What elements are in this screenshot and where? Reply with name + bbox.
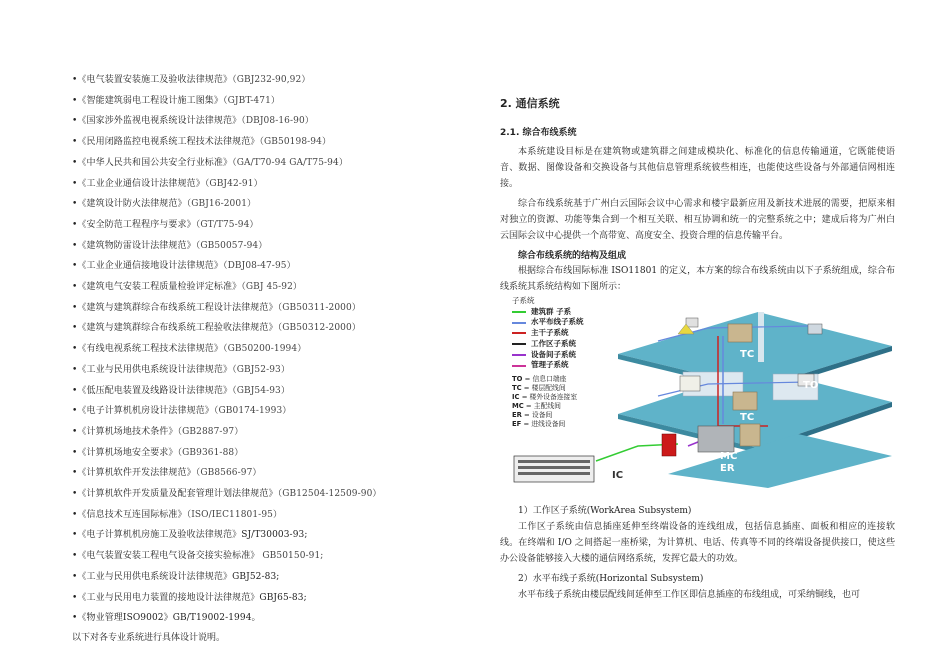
legend-item xyxy=(512,350,584,361)
standard-code: （GB2887-97） xyxy=(177,426,244,437)
standard-code: （GBJ42-91） xyxy=(204,178,263,189)
standard-item xyxy=(72,132,452,153)
standard-code: （GB12504-12509-90） xyxy=(277,489,382,500)
standard-item xyxy=(72,484,452,505)
standard-name: •《智能建筑弱电工程设计施工图集》 xyxy=(72,95,224,106)
legend-rows xyxy=(512,307,584,371)
standard-name: •《国家涉外监视电视系统设计法律规范》 xyxy=(72,116,242,127)
standard-item xyxy=(72,422,452,443)
abbreviation-key: TO xyxy=(512,374,523,383)
standard-code: （GA/T70-94 GA/T75-94） xyxy=(232,157,348,168)
abbreviation-text: = 主配线间 xyxy=(523,401,561,410)
standard-item xyxy=(72,546,452,567)
legend-swatch xyxy=(512,322,526,324)
standard-code: （GB50312-2000） xyxy=(277,323,361,334)
standard-code: （GBJ52-93） xyxy=(232,364,290,375)
workstation-icon xyxy=(686,318,698,327)
standard-name: •《物业管理ISO9002》GB/T19002-1994。 xyxy=(72,613,261,624)
abbreviation-key: TC xyxy=(512,383,522,392)
standard-name: •《安全防范工程程序与要求》 xyxy=(72,219,196,230)
legend-label: 设备间子系统 xyxy=(531,349,576,359)
workstation-icon xyxy=(680,376,700,391)
standard-name: •《电气装置安装工程电气设备交接实验标准》 xyxy=(72,551,260,562)
legend-title: 子系统 xyxy=(512,296,535,305)
standard-code: GB50150-91; xyxy=(259,551,324,562)
abbreviation-key: IC xyxy=(512,392,520,401)
abbreviation-key: MC xyxy=(512,401,524,410)
standard-name: •《工业与民用供电系统设计法律规范》 xyxy=(72,364,233,375)
standard-code: （GB9361-88） xyxy=(177,447,244,458)
abbreviation-text: = 设备间 xyxy=(521,410,553,419)
standard-code: （GB50200-1994） xyxy=(223,344,307,355)
standard-item xyxy=(72,525,452,546)
tc-rack-mid xyxy=(733,392,757,410)
standard-code: （GBJ 45-92） xyxy=(241,282,303,293)
standard-code: （GB0174-1993） xyxy=(213,406,292,417)
standard-item xyxy=(72,256,452,277)
paragraph-1: 本系统建设目标是在建筑物或建筑群之间建成模块化、标准化的信息传输通道，它既能使语音、数据、图像设备和交换设备与其他信息管理系统彼些相连，也能使这些设备与外部通信网相连接。 xyxy=(500,147,895,189)
standard-item xyxy=(72,70,452,91)
standard-name: •《建筑物防雷设计法律规范》 xyxy=(72,240,196,251)
standard-name: •《中华人民共和国公共安全行业标准》 xyxy=(72,157,233,168)
legend-label: 管理子系统 xyxy=(531,360,569,370)
er-label: ER xyxy=(720,463,735,474)
standard-name: •《建筑设计防火法律规范》 xyxy=(72,199,187,210)
paragraph-2: 综合布线系统基于广州白云国际会议中心需求和楼宇最新应用及新技术进展的需要，把原来相对独立的资源、功能等集合到一个相互关联、相互协调和统一的完整系统之中；建成后将为广州白云国际会议中心提供一个高带宽、高度安全、投资合理的信息传输平台。 xyxy=(500,199,895,241)
standards-list xyxy=(72,70,452,629)
standard-name: •《电气装置安装施工及验收法律规范》 xyxy=(72,75,233,85)
abbreviation-item xyxy=(512,411,584,420)
legend-item xyxy=(512,339,584,350)
tc-rack-top xyxy=(728,324,752,342)
standard-item xyxy=(72,153,452,174)
item-2-text: 水平布线子系统由楼层配线间延伸至工作区即信息插座的布线组成，可采纳铜线，也可 xyxy=(518,590,861,600)
legend-swatch xyxy=(512,332,526,334)
standard-code: （GJBT-471） xyxy=(223,95,280,106)
abbreviation-item xyxy=(512,393,584,402)
standard-item xyxy=(72,608,452,629)
standard-name: •《计算机软件开发质量及配套管理计划法律规范》 xyxy=(72,489,278,500)
item-1-title: 1）工作区子系统(WorkArea Subsystem) xyxy=(518,506,692,516)
ef-label: EF xyxy=(658,464,672,475)
legend-swatch xyxy=(512,354,526,356)
standard-item xyxy=(72,505,452,526)
standard-name: •《工业与民用电力装置的接地设计法律规范》GBJ65-83; xyxy=(72,592,307,603)
standard-name: •《计算机场地技术条件》 xyxy=(72,426,178,437)
standard-name: •《工业企业通信接地设计法律规范》 xyxy=(72,261,224,272)
legend-swatch xyxy=(512,365,526,367)
abbreviation-item xyxy=(512,402,584,411)
standard-item xyxy=(72,111,452,132)
standard-item xyxy=(72,194,452,215)
standard-code: （GT/T75-94） xyxy=(195,219,259,230)
standard-name: •《有线电视系统工程技术法律规范》 xyxy=(72,344,224,355)
standard-name: •《民用闭路监控电视系统工程技术法律规范》 xyxy=(72,137,260,148)
diagram-legend xyxy=(512,296,584,429)
tc-mid-label: TC xyxy=(740,412,755,423)
abbreviation-text: = 进线设备间 xyxy=(521,419,566,428)
standards-column xyxy=(72,70,452,647)
standard-item xyxy=(72,298,452,319)
standard-code: （GB50057-94） xyxy=(195,240,268,251)
standard-name: •《低压配电装置及线路设计法律规范》 xyxy=(72,385,233,396)
paragraph-3: 根据综合布线国际标准 ISO11801 的定义，本方案的综合布线系统由以下子系统组成，综合布线系统其系统结构如下图所示： xyxy=(500,266,895,292)
intro-note: 以下对各专业系统进行具体设计说明。 xyxy=(72,632,226,643)
abbreviation-item xyxy=(512,375,584,384)
item-2-title: 2）水平布线子系统(Horizontal Subsystem) xyxy=(518,574,704,584)
standard-item xyxy=(72,443,452,464)
abbreviation-text: = 信息口端座 xyxy=(522,374,567,383)
standard-item xyxy=(72,215,452,236)
legend-item xyxy=(512,307,584,318)
standard-code: （ISO/IEC11801-95） xyxy=(186,509,283,520)
tc-top-label: TC xyxy=(740,349,755,360)
cabling-structure-diagram xyxy=(508,296,892,488)
subsection-title: 2.1. 综合布线系统 xyxy=(500,128,577,138)
to-label: TO xyxy=(803,380,819,391)
standard-item xyxy=(72,567,452,588)
abbreviation-text: = 楼外设备连接室 xyxy=(519,392,578,401)
standard-item xyxy=(72,588,452,609)
section-title: 2. 通信系统 xyxy=(500,97,560,110)
legend-swatch xyxy=(512,311,526,313)
legend-item xyxy=(512,360,584,371)
standard-code: （GB50311-2000） xyxy=(277,302,361,313)
standard-code: （GBJ232-90,92） xyxy=(232,75,311,85)
standard-name: •《建筑电气安装工程质量检验评定标准》 xyxy=(72,282,242,293)
legend-label: 水平布线子系统 xyxy=(531,317,584,327)
legend-label: 工作区子系统 xyxy=(531,338,576,348)
standard-item xyxy=(72,174,452,195)
standard-code: （GBJ16-2001） xyxy=(186,199,257,210)
standard-name: •《计算机场地安全要求》 xyxy=(72,447,178,458)
standard-code: （GBJ54-93） xyxy=(232,385,290,396)
standard-item xyxy=(72,91,452,112)
legend-label: 主干子系统 xyxy=(531,328,569,338)
abbreviation-text: = 楼层配线间 xyxy=(521,383,566,392)
legend-item xyxy=(512,317,584,328)
abbreviation-key: EF xyxy=(512,419,522,428)
ef-box xyxy=(662,434,676,456)
standard-code: （GB50198-94） xyxy=(259,137,332,148)
legend-item xyxy=(512,328,584,339)
standard-name: •《建筑与建筑群综合布线系统工程验收法律规范》 xyxy=(72,323,278,334)
standard-name: •《电子计算机机房施工及验收法律规范》SJ/T30003-93; xyxy=(72,530,308,541)
structure-title: 综合布线系统的结构及组成 xyxy=(518,251,627,261)
standard-code: （DBJ08-16-90） xyxy=(241,116,314,127)
standard-name: •《工业企业通信设计法律规范》 xyxy=(72,178,205,189)
standard-name: •《计算机软件开发法律规范》 xyxy=(72,468,196,479)
mc-label: MC xyxy=(720,451,738,462)
standard-item xyxy=(72,463,452,484)
mc-er-equipment xyxy=(698,426,734,452)
standard-name: •《建筑与建筑群综合布线系统工程设计法律规范》 xyxy=(72,302,278,313)
ic-label: IC xyxy=(612,470,624,481)
printer-icon xyxy=(808,324,822,334)
standard-item xyxy=(72,401,452,422)
standard-item xyxy=(72,339,452,360)
abbreviation-key: ER xyxy=(512,410,522,419)
standard-item xyxy=(72,236,452,257)
abbreviation-item xyxy=(512,420,584,429)
standard-name: •《工业与民用供电系统设计法律规范》GBJ52-83; xyxy=(72,571,280,582)
abbreviation-item xyxy=(512,384,584,393)
standard-code: （GB8566-97） xyxy=(195,468,262,479)
item-1-text: 工作区子系统由信息插座延伸至终端设备的连线组成，包括信息插座、面板和相应的连接软线。在终端和 I/O 之间搭起一座桥梁，为计算机、电话、传真等不同的终端设备提供接口，使这些办公设备能够接入大楼的通信网络系统，发挥它最大的功效。 xyxy=(500,522,895,564)
standard-name: •《电子计算机机房设计法律规范》 xyxy=(72,406,214,417)
standard-name: •《信息技术互连国际标准》 xyxy=(72,509,187,520)
legend-label: 建筑群 子系 xyxy=(531,306,572,316)
standard-item xyxy=(72,381,452,402)
standard-item xyxy=(72,277,452,298)
abbreviation-list xyxy=(512,375,584,429)
legend-swatch xyxy=(512,343,526,345)
standard-code: （DBJ08-47-95） xyxy=(223,261,296,272)
standard-item xyxy=(72,360,452,381)
standard-item xyxy=(72,318,452,339)
